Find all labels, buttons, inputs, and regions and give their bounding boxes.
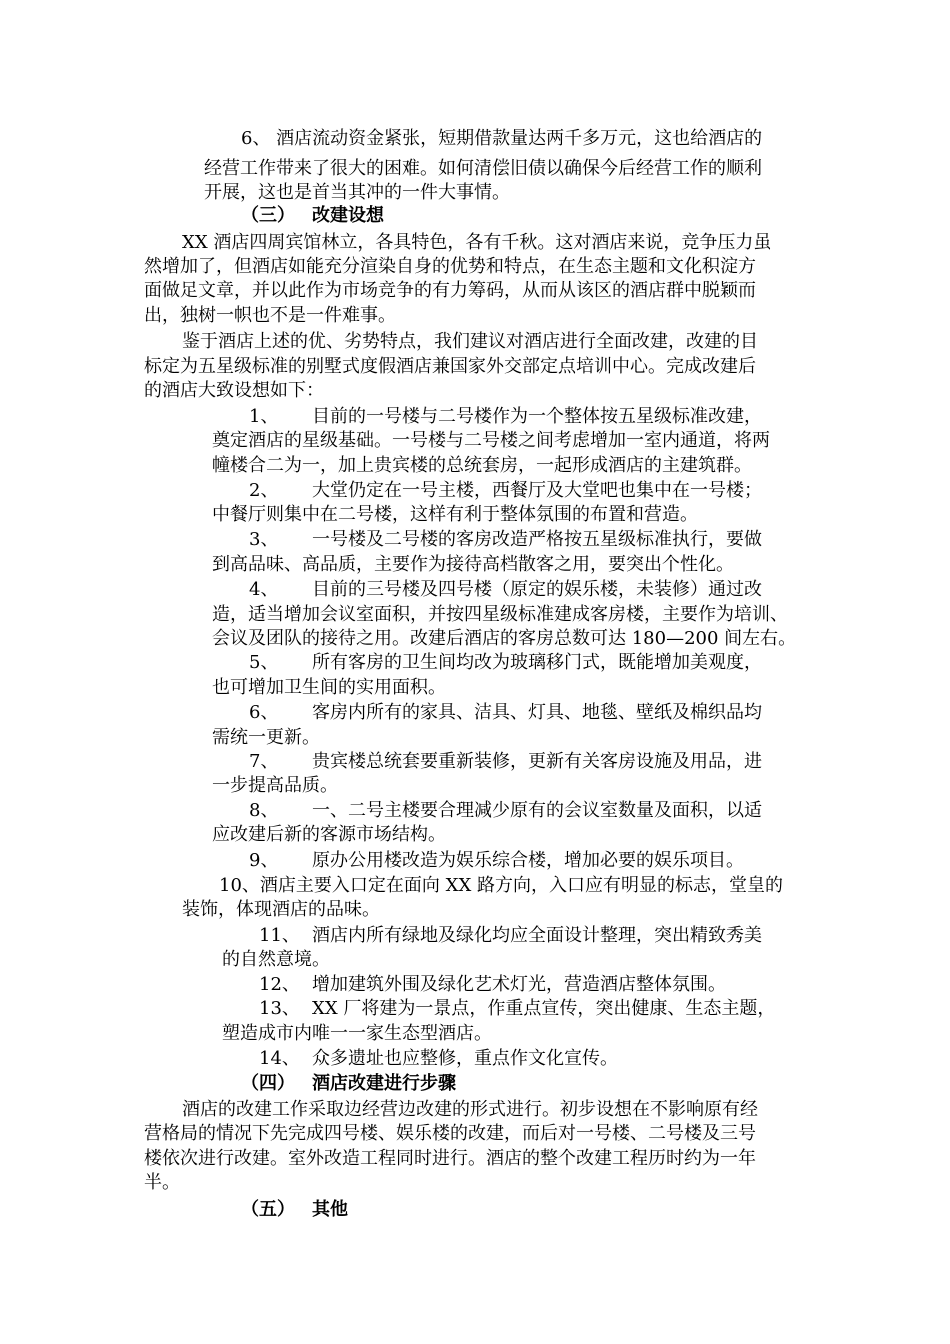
para-1-line-3: 面做足文章，并以此作为市场竞争的有力筹码，从而从该区的酒店群中脱颖而 xyxy=(144,280,756,301)
list-item-line: 一号楼及二号楼的客房改造严格按五星级标准执行，要做 xyxy=(312,529,762,550)
list-item-line: 奠定酒店的星级基础。一号楼与二号楼之间考虑增加一室内通道，将两 xyxy=(212,430,770,451)
section-3-title: 改建设想 xyxy=(312,205,384,226)
para-1-line-2: 然增加了，但酒店如能充分渲染自身的优势和特点，在生态主题和文化积淀方 xyxy=(144,256,756,277)
list-item-number: 9、 xyxy=(249,850,279,871)
section-3-number: （三） xyxy=(241,205,295,226)
list-item-line: 目前的一号楼与二号楼作为一个整体按五星级标准改建， xyxy=(312,406,762,427)
para-1-line-4: 出，独树一帜也不是一件难事。 xyxy=(144,305,396,326)
list-item-number: 4、 xyxy=(249,579,279,600)
para-4-line-1: 酒店的改建工作采取边经营边改建的形式进行。初步设想在不影响原有经 xyxy=(182,1099,758,1120)
list-item-line: 需统一更新。 xyxy=(212,727,320,748)
list-item-line: 所有客房的卫生间均改为玻璃移门式，既能增加美观度， xyxy=(312,652,762,673)
para-4-line-4: 半。 xyxy=(144,1172,180,1193)
list-item-line: 应改建后新的客源市场结构。 xyxy=(212,824,446,845)
list-item-number: 7、 xyxy=(249,751,279,772)
para-2-line-2: 标定为五星级标准的别墅式度假酒店兼国家外交部定点培训中心。完成改建后 xyxy=(144,356,756,377)
section-4-title: 酒店改建进行步骤 xyxy=(312,1073,456,1094)
list-item-line: 造，适当增加会议室面积，并按四星级标准建成客房楼，主要作为培训、 xyxy=(212,604,788,625)
para-1-line-1: XX 酒店四周宾馆林立，各具特色，各有千秋。这对酒店来说，竞争压力虽 xyxy=(182,232,772,253)
list-item-number: 13、 xyxy=(259,998,300,1019)
list-item-line: 10、酒店主要入口定在面向 XX 路方向，入口应有明显的标志，堂皇的 xyxy=(219,875,783,896)
section-5-number: （五） xyxy=(241,1199,295,1220)
para-2-line-1: 鉴于酒店上述的优、劣势特点，我们建议对酒店进行全面改建，改建的目 xyxy=(182,331,758,352)
list-item-line: 也可增加卫生间的实用面积。 xyxy=(212,677,446,698)
list-item-line: 贵宾楼总统套要重新装修，更新有关客房设施及用品，进 xyxy=(312,751,762,772)
list-item-number: 8、 xyxy=(249,800,279,821)
item-6-line-3: 开展，这也是首当其冲的一件大事情。 xyxy=(204,182,510,203)
list-item-line: 一、二号主楼要合理减少原有的会议室数量及面积，以适 xyxy=(312,800,762,821)
list-item-number: 2、 xyxy=(249,480,279,501)
list-item-line: 一步提高品质。 xyxy=(212,775,338,796)
para-4-line-2: 营格局的情况下先完成四号楼、娱乐楼的改建，而后对一号楼、二号楼及三号 xyxy=(144,1123,756,1144)
list-item-number: 14、 xyxy=(259,1048,300,1069)
item-6-line-2: 经营工作带来了很大的困难。如何清偿旧债以确保今后经营工作的顺利 xyxy=(204,158,762,179)
list-item-number: 1、 xyxy=(249,406,279,427)
list-item-line: 目前的三号楼及四号楼（原定的娱乐楼，未装修）通过改 xyxy=(312,579,762,600)
list-item-line: 众多遗址也应整修，重点作文化宣传。 xyxy=(312,1048,618,1069)
list-item-number: 3、 xyxy=(249,529,279,550)
list-item-line: 的自然意境。 xyxy=(222,949,330,970)
list-item-line: 酒店内所有绿地及绿化均应全面设计整理，突出精致秀美 xyxy=(312,925,762,946)
list-item-line: 原办公用楼改造为娱乐综合楼，增加必要的娱乐项目。 xyxy=(312,850,744,871)
list-item-number: 11、 xyxy=(259,925,300,946)
list-item-line: 中餐厅则集中在二号楼，这样有利于整体氛围的布置和营造。 xyxy=(212,504,698,525)
list-item-line: 大堂仍定在一号主楼，西餐厅及大堂吧也集中在一号楼； xyxy=(312,480,762,501)
list-item-line: 增加建筑外围及绿化艺术灯光，营造酒店整体氛围。 xyxy=(312,974,726,995)
para-2-line-3: 的酒店大致设想如下： xyxy=(144,380,324,401)
list-item-line: 到高品味、高品质，主要作为接待高档散客之用，要突出个性化。 xyxy=(212,554,734,575)
list-item-line: 幢楼合二为一，加上贵宾楼的总统套房，一起形成酒店的主建筑群。 xyxy=(212,455,752,476)
section-4-number: （四） xyxy=(241,1073,295,1094)
para-4-line-3: 楼依次进行改建。室外改造工程同时进行。酒店的整个改建工程历时约为一年 xyxy=(144,1148,756,1169)
list-item-line: 装饰，体现酒店的品味。 xyxy=(182,899,380,920)
list-item-line: 会议及团队的接待之用。改建后酒店的客房总数可达 180—200 间左右。 xyxy=(212,628,797,649)
list-item-line: XX 厂将建为一景点，作重点宣传，突出健康、生态主题， xyxy=(312,998,776,1019)
list-item-line: 塑造成市内唯一一家生态型酒店。 xyxy=(222,1023,492,1044)
item-6-line-1: 6、 酒店流动资金紧张，短期借款量达两千多万元，这也给酒店的 xyxy=(241,128,763,149)
list-item-number: 6、 xyxy=(249,702,279,723)
list-item-line: 客房内所有的家具、洁具、灯具、地毯、壁纸及棉织品均 xyxy=(312,702,762,723)
list-item-number: 12、 xyxy=(259,974,300,995)
list-item-number: 5、 xyxy=(249,652,279,673)
section-5-title: 其他 xyxy=(312,1199,348,1220)
